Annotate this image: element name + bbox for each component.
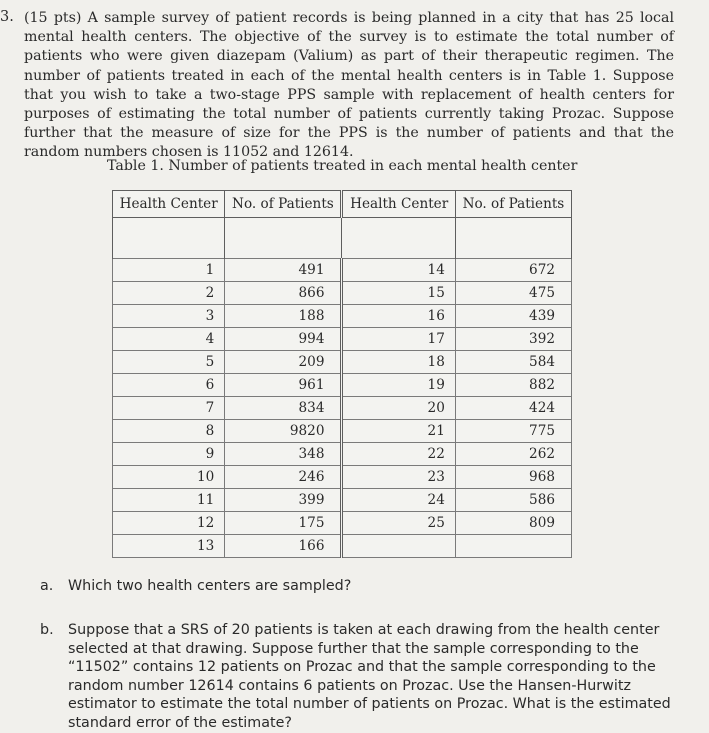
- health-center-cell: [342, 535, 455, 558]
- patients-cell: 399: [225, 489, 342, 512]
- table-row: [113, 259, 572, 282]
- health-center-cell: 3: [113, 305, 225, 328]
- question-intro: (15 pts) A sample survey of patient records is being planned in a city that has 25 local mental health centers. The objective of the survey is to estimate the total number of patients who were given diazepam (Valium) as part of their therapeutic regimen. The number of patients treated in each of the mental health centers is in Table 1. Suppose that you wish to take a two-stage PPS sample with replacement of health centers for purposes of estimating the total number of patients currently taking Prozac. Suppose further that the measure of size for the PPS is the number of patients and that the random numbers chosen is 11052 and 12614.: [24, 10, 674, 161]
- health-center-cell: 1: [113, 259, 225, 282]
- patients-cell: 209: [225, 351, 342, 374]
- patients-cell: 392: [455, 328, 571, 351]
- patients-cell: 175: [225, 512, 342, 535]
- health-center-cell: 25: [342, 512, 455, 535]
- patients-cell: 491: [225, 259, 342, 282]
- patients-cell: 775: [455, 420, 571, 443]
- patients-cell: 262: [455, 443, 571, 466]
- patients-cell: 994: [225, 328, 342, 351]
- table-row: [113, 397, 572, 420]
- patients-cell: 882: [455, 374, 571, 397]
- patients-cell: 246: [225, 466, 342, 489]
- patients-cell: 439: [455, 305, 571, 328]
- header-health-center-2: Health Center: [342, 191, 455, 218]
- health-center-cell: 6: [113, 374, 225, 397]
- health-center-cell: 10: [113, 466, 225, 489]
- health-center-cell: 8: [113, 420, 225, 443]
- table-row: [113, 282, 572, 305]
- health-center-cell: 16: [342, 305, 455, 328]
- patients-cell: 809: [455, 512, 571, 535]
- patients-cell: 584: [455, 351, 571, 374]
- part-text: Suppose that a SRS of 20 patients is taken at each drawing from the health center selected at that drawing. Suppose further that the sample corresponding to the “11502” contains 12 patients on Prozac and that the sample corresponding to the random number 12614 contains 6 patients on Prozac. Use the Hansen-Hurwitz estimator to estimate the total number of patients on Prozac. What is the estimated standard error of the estimate?: [68, 622, 671, 731]
- health-center-cell: 18: [342, 351, 455, 374]
- health-center-cell: 2: [113, 282, 225, 305]
- patients-cell: 961: [225, 374, 342, 397]
- table-row: [113, 466, 572, 489]
- table-body: [113, 218, 572, 558]
- health-center-cell: 4: [113, 328, 225, 351]
- health-center-cell: 22: [342, 443, 455, 466]
- patients-cell: 672: [455, 259, 571, 282]
- health-center-cell: 17: [342, 328, 455, 351]
- health-center-cell: 14: [342, 259, 455, 282]
- health-center-cell: 24: [342, 489, 455, 512]
- patients-cell: [455, 535, 571, 558]
- health-center-cell: 5: [113, 351, 225, 374]
- health-center-cell: 21: [342, 420, 455, 443]
- patients-table: [112, 190, 572, 558]
- patients-cell: 166: [225, 535, 342, 558]
- table-row: [113, 535, 572, 558]
- table-row: [113, 420, 572, 443]
- health-center-cell: 11: [113, 489, 225, 512]
- table-spacer-row: [113, 218, 572, 259]
- health-center-cell: 23: [342, 466, 455, 489]
- patients-cell: 834: [225, 397, 342, 420]
- table-row: [113, 512, 572, 535]
- question-part: [40, 577, 688, 596]
- table-row: [113, 328, 572, 351]
- patients-cell: 475: [455, 282, 571, 305]
- health-center-cell: 12: [113, 512, 225, 535]
- patients-cell: 968: [455, 466, 571, 489]
- question-number: 3.: [0, 9, 14, 25]
- patients-cell: 348: [225, 443, 342, 466]
- health-center-cell: 13: [113, 535, 225, 558]
- patients-cell: 424: [455, 397, 571, 420]
- health-center-cell: 15: [342, 282, 455, 305]
- table-row: [113, 374, 572, 397]
- table-header-row: [113, 191, 572, 218]
- health-center-cell: 7: [113, 397, 225, 420]
- patients-cell: 188: [225, 305, 342, 328]
- header-patients-2: No. of Patients: [455, 191, 571, 218]
- table-caption: Table 1. Number of patients treated in each mental health center: [107, 158, 578, 174]
- table-row: [113, 351, 572, 374]
- patients-cell: 586: [455, 489, 571, 512]
- header-patients-1: No. of Patients: [225, 191, 342, 218]
- part-label: a.: [40, 578, 54, 594]
- header-health-center-1: Health Center: [113, 191, 225, 218]
- patients-cell: 9820: [225, 420, 342, 443]
- part-label: b.: [40, 622, 54, 638]
- health-center-cell: 19: [342, 374, 455, 397]
- table-row: [113, 489, 572, 512]
- health-center-cell: 9: [113, 443, 225, 466]
- patients-cell: 866: [225, 282, 342, 305]
- part-text: Which two health centers are sampled?: [68, 578, 352, 594]
- question-part: [40, 621, 688, 733]
- health-center-cell: 20: [342, 397, 455, 420]
- table-row: [113, 443, 572, 466]
- table-row: [113, 305, 572, 328]
